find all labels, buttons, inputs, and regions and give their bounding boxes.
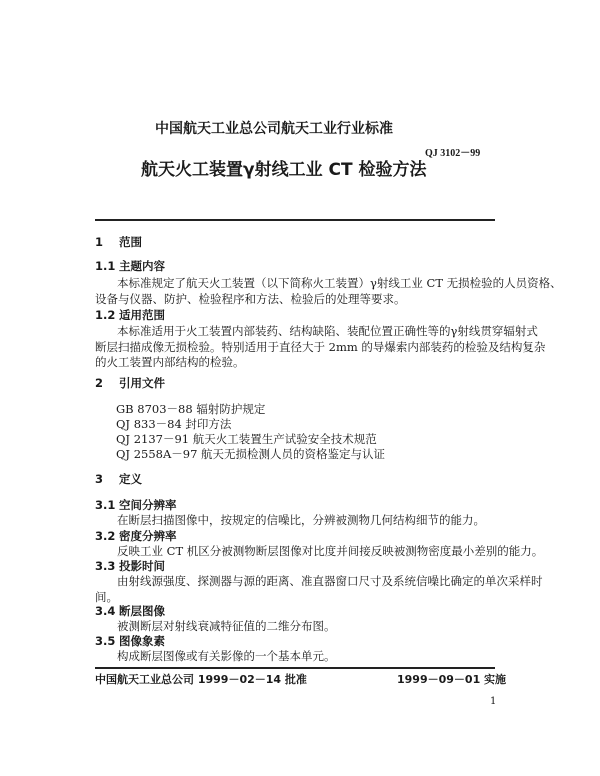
paragraph-line: 设备与仪器、防护、检验程序和方法、检验后的处理等要求。: [95, 292, 406, 306]
section-heading: [95, 529, 177, 543]
reference-item: QJ 833－84 封印方法: [116, 417, 232, 431]
section-number: 3.3: [95, 559, 116, 573]
section-heading: [95, 604, 165, 618]
paragraph-line: 本标准适用于火工装置内部装药、结构缺陷、装配位置正确性等的γ射线贯穿辐射式: [117, 324, 538, 338]
standard-code: QJ 3102－99: [425, 148, 481, 159]
section-title: 引用文件: [119, 376, 165, 390]
page-number: 1: [490, 696, 497, 707]
section-heading: [95, 498, 177, 512]
paragraph-line: 断层扫描成像无损检验。特别适用于直径大于 2mm 的导爆索内部装药的检验及结构复杂: [95, 340, 546, 354]
section-number: 3.4: [95, 604, 116, 618]
section-number: 1.1: [95, 259, 116, 273]
section-title: 主题内容: [119, 259, 165, 273]
footer-rule: [95, 667, 495, 669]
section-title: 空间分辨率: [119, 498, 177, 512]
section-heading: [95, 559, 165, 573]
reference-item: GB 8703－88 辐射防护规定: [116, 402, 266, 416]
section-number: 3: [95, 472, 104, 486]
reference-item: QJ 2137－91 航天火工装置生产试验安全技术规范: [116, 432, 377, 446]
section-number: 1.2: [95, 308, 116, 322]
section-title: 投影时间: [119, 559, 165, 573]
issuing-organization: 中国航天工业总公司航天工业行业标准: [155, 121, 393, 137]
paragraph-line: 被测断层对射线衰减特征值的二维分布图。: [117, 619, 336, 633]
section-number: 3.2: [95, 529, 116, 543]
paragraph-line: 构成断层图像或有关影像的一个基本单元。: [117, 649, 336, 663]
section-title: 适用范围: [119, 308, 165, 322]
implementation-date: 1999－09－01 实施: [397, 673, 507, 686]
section-heading: [95, 376, 165, 390]
section-title: 范围: [119, 235, 142, 249]
reference-item: QJ 2558A－97 航天无损检测人员的资格鉴定与认证: [116, 447, 386, 461]
section-number: 2: [95, 376, 104, 390]
section-title: 定义: [119, 472, 142, 486]
section-number: 3.1: [95, 498, 116, 512]
section-heading: [95, 634, 165, 648]
paragraph-line: 在断层扫描图像中，按规定的信噪比，分辨被测物几何结构细节的能力。: [117, 513, 485, 527]
document-title: 航天火工装置γ射线工业 CT 检验方法: [141, 160, 427, 180]
paragraph-line: 反映工业 CT 机区分被测物断层图像对比度并间接反映被测物密度最小差别的能力。: [117, 544, 544, 558]
section-title: 图像象素: [119, 634, 165, 648]
approval-date: 中国航天工业总公司 1999－02－14 批准: [95, 673, 307, 686]
paragraph-line: 本标准规定了航天火工装置（以下简称火工装置）γ射线工业 CT 无损检验的人员资格、: [117, 276, 562, 290]
paragraph-line: 间。: [95, 590, 118, 604]
section-heading: [95, 259, 165, 273]
section-title: 密度分辨率: [119, 529, 177, 543]
header-rule: [95, 219, 495, 221]
paragraph-line: 由射线源强度、探测器与源的距离、准直器窗口尺寸及系统信噪比确定的单次采样时: [117, 574, 543, 588]
section-heading: [95, 308, 165, 322]
section-heading: [95, 472, 142, 486]
section-number: 3.5: [95, 634, 116, 648]
section-number: 1: [95, 235, 104, 249]
paragraph-line: 的火工装置内部结构的检验。: [95, 355, 245, 369]
section-heading: [95, 235, 142, 249]
section-title: 断层图像: [119, 604, 165, 618]
